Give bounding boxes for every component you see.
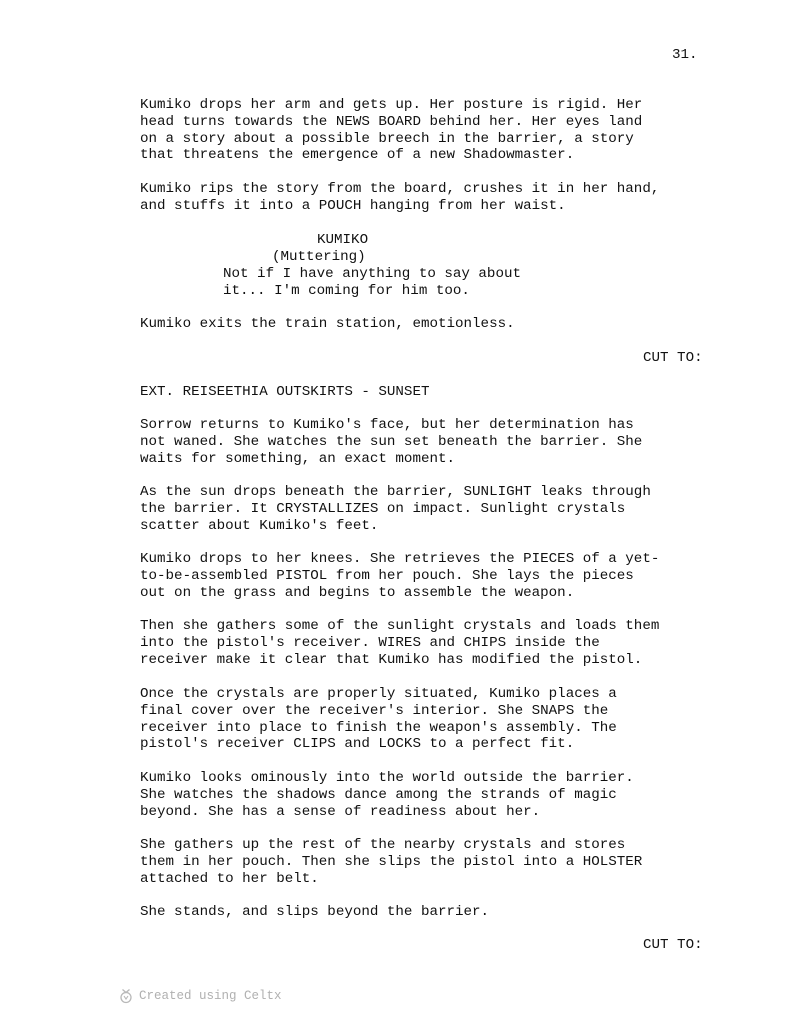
transition: CUT TO: bbox=[643, 350, 703, 366]
action-paragraph: Kumiko drops her arm and gets up. Her posture is rigid. Her head turns towards the NEWS BOARD behind her. Her eyes land on a story about a possible breech in the barrier, a story that threatens the emergence of a new Shadowmaster. bbox=[140, 97, 643, 164]
action-paragraph: She gathers up the rest of the nearby crystals and stores them in her pouch. Then she slips the pistol into a HOLSTER attached to her belt. bbox=[140, 837, 643, 887]
action-paragraph: Kumiko drops to her knees. She retrieves the PIECES of a yet- to-be-assembled PISTOL from her pouch. She lays the pieces out on the grass and begins to assemble the weapon. bbox=[140, 551, 660, 601]
action-paragraph: Once the crystals are properly situated, Kumiko places a final cover over the receiver's interior. She SNAPS the receiver into place to finish the weapon's assembly. The pistol's receiver CLIPS and LOCKS to a perfect fit. bbox=[140, 686, 617, 753]
character-name: KUMIKO bbox=[317, 232, 369, 248]
action-paragraph: Sorrow returns to Kumiko's face, but her determination has not waned. She watches the sun set beneath the barrier. She waits for something, an exact moment. bbox=[140, 417, 643, 467]
action-paragraph: She stands, and slips beyond the barrier. bbox=[140, 904, 490, 920]
dialogue: Not if I have anything to say about it... I'm coming for him too. bbox=[223, 266, 521, 299]
celtx-logo-icon bbox=[119, 988, 133, 1004]
scene-heading: EXT. REISEETHIA OUTSKIRTS - SUNSET bbox=[140, 384, 430, 400]
action-paragraph: As the sun drops beneath the barrier, SUNLIGHT leaks through the barrier. It CRYSTALLIZES on impact. Sunlight crystals scatter about Kumiko's feet. bbox=[140, 484, 651, 534]
transition: CUT TO: bbox=[643, 937, 703, 953]
page-number: 31. bbox=[672, 47, 698, 63]
action-paragraph: Kumiko exits the train station, emotionless. bbox=[140, 316, 515, 332]
footer-watermark bbox=[119, 988, 282, 1004]
action-paragraph: Kumiko looks ominously into the world outside the barrier. She watches the shadows dance among the strands of magic beyond. She has a sense of readiness about her. bbox=[140, 770, 634, 820]
parenthetical: (Muttering) bbox=[272, 249, 366, 265]
footer-text: Created using Celtx bbox=[139, 989, 282, 1003]
action-paragraph: Then she gathers some of the sunlight crystals and loads them into the pistol's receiver. WIRES and CHIPS inside the receiver make it clear that Kumiko has modified the pistol. bbox=[140, 618, 660, 668]
action-paragraph: Kumiko rips the story from the board, crushes it in her hand, and stuffs it into a POUCH hanging from her waist. bbox=[140, 181, 660, 214]
